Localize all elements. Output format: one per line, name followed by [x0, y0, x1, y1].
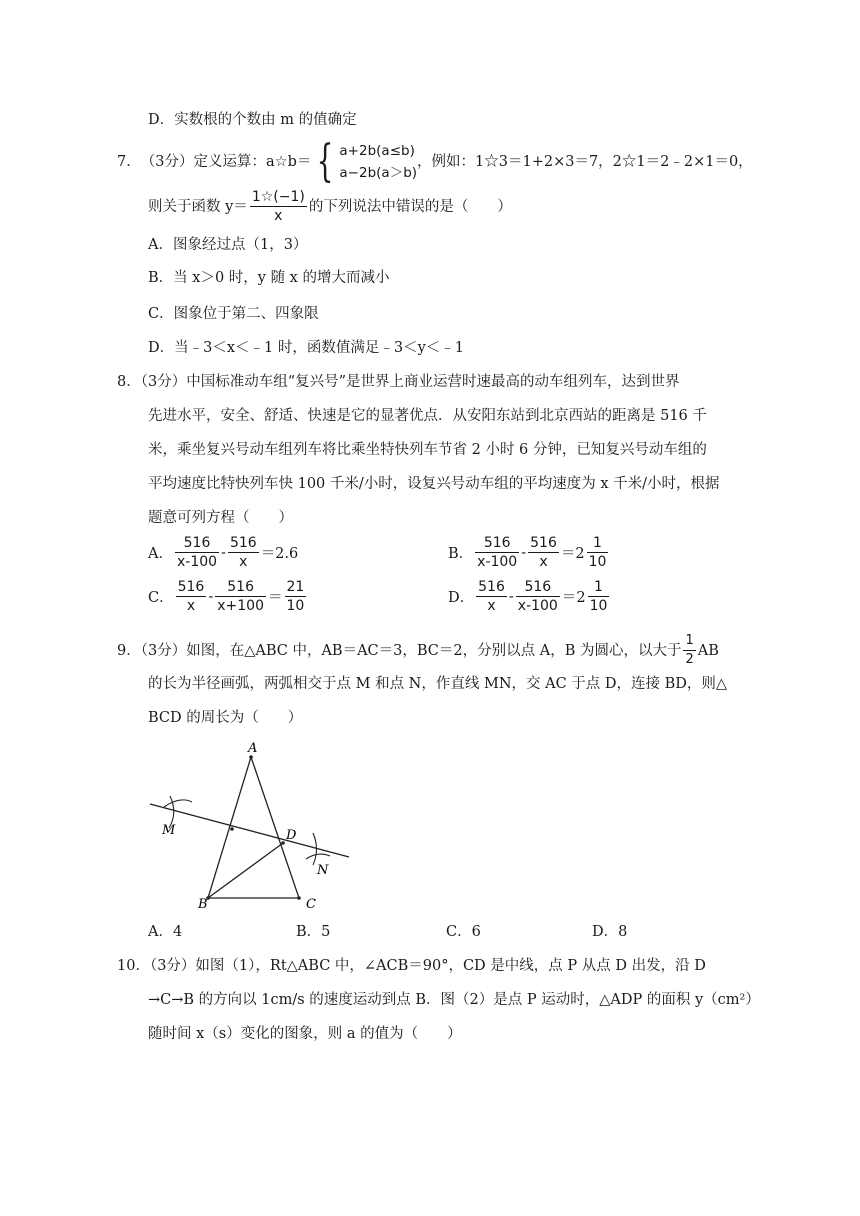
q8-c-f1-den: x — [186, 598, 196, 614]
q7-case-1: a+2b(a≤b) — [339, 143, 415, 159]
q8-c-label: C． — [148, 590, 174, 606]
label-d: D — [286, 828, 297, 843]
point-c — [297, 896, 301, 900]
q8-d-eq: ＝2 — [561, 590, 586, 606]
q9-line1-pre: 9．（3分）如图，在△ABC 中，AB＝AC＝3，BC＝2，分别以点 A，B 为圆心，以大于 — [117, 642, 682, 659]
q8-d-r-den: 10 — [589, 598, 608, 614]
segment-bd — [208, 843, 283, 898]
q7-number: 7． — [117, 154, 141, 170]
q7-line1 — [117, 136, 753, 187]
q9-half-den: 2 — [685, 652, 694, 667]
q8-b-eq: ＝2 — [560, 546, 585, 562]
q8-line4: 平均速度比特快列车快 100 千米/小时，设复兴号动车组的平均速度为 x 千米/小时，根据 — [148, 476, 720, 492]
q8-c-rhs-frac — [285, 578, 307, 615]
q8-c-eq: ＝ — [268, 590, 283, 606]
q8-b-frac2 — [528, 534, 559, 571]
q8-b-frac1 — [475, 534, 519, 571]
q8-b-f1-num: 516 — [475, 534, 519, 553]
label-a: A — [248, 741, 258, 756]
q8-d-f2-den: x-100 — [517, 598, 558, 614]
q7-score: （3分）定义运算： — [140, 154, 266, 170]
brace-symbol: { — [317, 136, 334, 187]
q8-b-label: B． — [448, 546, 474, 562]
q8-b-f2-den: x — [539, 554, 548, 570]
arc-n2 — [306, 854, 330, 859]
point-d — [281, 841, 285, 845]
segment-ab — [208, 757, 251, 898]
q8-c-frac2 — [215, 578, 266, 615]
q9-line1-post: AB — [697, 642, 719, 659]
q8-d-frac1 — [476, 578, 507, 615]
q10-line1: 10．（3分）如图（1），Rt△ABC 中，∠ACB＝90°，CD 是中线，点 P 从点 D 出发，沿 D — [117, 958, 706, 974]
q8-d-f1-den: x — [487, 598, 496, 614]
q8-a-rhs: ＝2.6 — [260, 546, 299, 562]
q8-d-rhs-frac — [588, 578, 610, 615]
label-n: N — [317, 863, 329, 878]
q7-option-c: C．图象位于第二、四象限 — [148, 306, 319, 322]
q8-c-r-num: 21 — [286, 579, 305, 595]
q8-b-f2-num: 516 — [530, 535, 557, 551]
q8-b-f1-den: x-100 — [477, 554, 518, 570]
q7-option-a: A．图象经过点（1，3） — [148, 237, 308, 253]
q8-line2: 先进水平，安全、舒适、快速是它的显著优点．从安阳东站到北京西站的距离是 516 千 — [148, 408, 707, 424]
q8-c-f1-num: 516 — [177, 579, 205, 595]
q7-option-b: B．当 x＞0 时，y 随 x 的增大而减小 — [148, 270, 390, 286]
q7-option-d: D．当﹣3＜x＜﹣1 时，函数值满足﹣3＜y＜﹣1 — [148, 340, 465, 356]
q9-option-c: C．6 — [446, 924, 481, 940]
q8-d-frac2 — [516, 578, 560, 615]
q8-a-f1-num: 516 — [175, 534, 219, 553]
point-ab-mid — [230, 827, 234, 831]
arc-m2 — [164, 800, 192, 807]
q7-line2-pre: 则关于函数 y＝ — [148, 198, 248, 215]
q10-line3: 随时间 x（s）变化的图象，则 a 的值为（ ） — [148, 1026, 462, 1042]
q8-d-f1-num: 516 — [478, 579, 505, 595]
q8-c-minus: - — [208, 588, 214, 605]
q8-d-label: D． — [448, 590, 475, 606]
q8-b-r-den: 10 — [588, 554, 607, 570]
q8-b-rhs-frac — [587, 534, 609, 571]
q9-line2: 的长为半径画弧，两弧相交于点 M 和点 N，作直线 MN，交 AC 于点 D，连接 BD，则△ — [148, 676, 728, 692]
q8-line5: 题意可列方程（ ） — [148, 510, 293, 526]
q7-piecewise — [311, 136, 418, 187]
label-b: B — [198, 897, 208, 911]
q7-function-fraction — [250, 188, 307, 225]
q10-line2: →C→B 的方向以 1cm/s 的速度运动到点 B．图（2）是点 P 运动时，△ADP 的面积 y（cm²） — [148, 992, 760, 1008]
q8-line1: 8．（3分）中国标准动车组“复兴号”是世界上商业运营时速最高的动车组列车，达到世界 — [117, 374, 680, 390]
q8-b-r-num: 1 — [587, 534, 609, 553]
q8-a-frac2 — [228, 534, 259, 571]
q8-a-f1-den: x-100 — [176, 554, 218, 570]
q8-option-b — [448, 534, 610, 571]
q9-triangle-figure — [140, 736, 370, 911]
q8-a-minus: - — [221, 544, 226, 561]
line-mn — [150, 804, 349, 857]
q9-option-b: B．5 — [296, 924, 331, 940]
q8-a-f2-num: 516 — [229, 535, 257, 551]
q8-d-minus: - — [508, 588, 514, 605]
q8-option-d — [448, 578, 611, 615]
q8-option-a — [148, 534, 298, 571]
q7-line2 — [148, 188, 512, 225]
q8-line3: 米，乘坐复兴号动车组列车将比乘坐特快列车节省 2 小时 6 分钟，已知复兴号动车组的 — [148, 442, 707, 458]
q7-op-expr: a☆b＝ — [265, 154, 312, 170]
arc-n1 — [313, 833, 317, 865]
q8-d-f2-num: 516 — [516, 578, 560, 597]
label-m: M — [162, 823, 176, 838]
q7-case-2: a−2b(a＞b) — [339, 165, 418, 181]
q8-c-f2-num: 516 — [215, 578, 266, 597]
label-c: C — [306, 897, 316, 911]
q7-example: ，例如：1☆3＝1+2×3＝7，2☆1＝2﹣2×1＝0， — [417, 154, 753, 170]
q8-c-f2-den: x+100 — [217, 598, 264, 614]
q8-a-label: A． — [148, 546, 173, 562]
q8-b-minus: - — [521, 544, 527, 561]
q9-half-fraction — [683, 632, 695, 669]
q7-func-numerator: 1☆(−1) — [251, 189, 305, 205]
q8-c-frac1 — [176, 578, 207, 615]
q8-a-f2-den: x — [239, 554, 248, 570]
q9-line1 — [117, 632, 719, 669]
q9-half-num: 1 — [683, 632, 695, 651]
q9-line3: BCD 的周长为（ ） — [148, 710, 303, 726]
q6-option-d: D．实数根的个数由 m 的值确定 — [148, 112, 357, 128]
q8-a-frac1 — [175, 534, 219, 571]
q8-d-r-num: 1 — [588, 578, 610, 597]
q8-option-c — [148, 578, 308, 615]
q9-option-a: A．4 — [148, 924, 183, 940]
q7-func-denominator: x — [274, 208, 283, 224]
q9-option-d: D．8 — [592, 924, 628, 940]
q8-c-r-den: 10 — [286, 598, 305, 614]
q7-line2-post: 的下列说法中错误的是（ ） — [308, 198, 512, 215]
